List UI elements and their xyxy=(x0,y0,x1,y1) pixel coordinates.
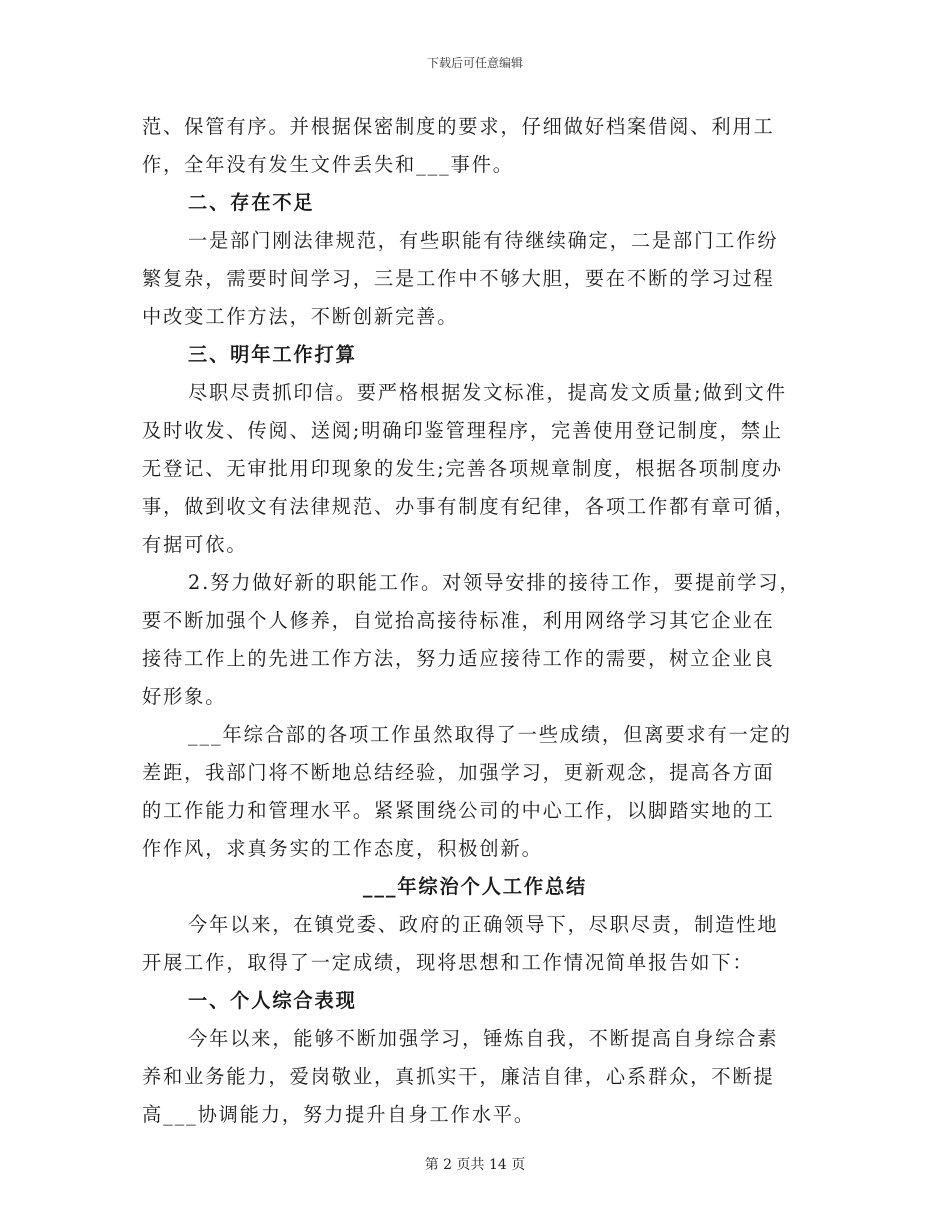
paragraph-line: 养和业务能力，爱岗敬业，真抓实干，廉洁自律，心系群众，不断提 xyxy=(142,1065,775,1088)
section-heading: 二、存在不足 xyxy=(188,191,315,214)
header-note: 下载后可任意编辑 xyxy=(426,56,523,70)
section-heading: 三、明年工作打算 xyxy=(188,343,357,366)
paragraph-line: 尽职尽责抓印信。要严格根据发文标准，提高发文质量;做到文件 xyxy=(188,381,787,404)
paragraph-line: 今年以来，能够不断加强学习，锤炼自我，不断提高自身综合素 xyxy=(188,1027,779,1050)
paragraph-line: 接待工作上的先进工作方法，努力适应接待工作的需要，树立企业良 xyxy=(142,647,775,670)
paragraph-line: 高___协调能力，努力提升自身工作水平。 xyxy=(142,1103,535,1126)
paragraph-line: 作，全年没有发生文件丢失和___事件。 xyxy=(142,153,514,176)
paragraph-line: 及时收发、传阅、送阅;明确印鉴管理程序，完善使用登记制度，禁止 xyxy=(142,419,783,442)
page-number: 第 2 页共 14 页 xyxy=(424,1157,526,1173)
paragraph-line: 2.努力做好新的职能工作。对领导安排的接待工作，要提前学习， xyxy=(188,571,801,594)
paragraph-line: 中改变工作方法，不断创新完善。 xyxy=(142,305,459,328)
section-heading: 一、个人综合表现 xyxy=(188,989,357,1012)
paragraph-line: 有据可依。 xyxy=(142,533,248,556)
paragraph-line: 范、保管有序。并根据保密制度的要求，仔细做好档案借阅、利用工 xyxy=(142,115,775,138)
paragraph-line: 一是部门刚法律规范，有些职能有待继续确定，二是部门工作纷 xyxy=(188,229,779,252)
paragraph-line: 作作风，求真务实的工作态度，积极创新。 xyxy=(142,837,543,860)
paragraph-line: 好形象。 xyxy=(142,685,227,708)
document-title: ___年综治个人工作总结 xyxy=(362,875,588,898)
paragraph-line: 差距，我部门将不断地总结经验，加强学习，更新观念，提高各方面 xyxy=(142,761,775,784)
document-body xyxy=(142,108,808,1134)
paragraph-line: 事，做到收文有法律规范、办事有制度有纪律，各项工作都有章可循， xyxy=(142,495,796,518)
paragraph-line: 开展工作，取得了一定成绩，现将思想和工作情况简单报告如下： xyxy=(142,951,754,974)
paragraph-line: 的工作能力和管理水平。紧紧围绕公司的中心工作，以脚踏实地的工 xyxy=(142,799,775,822)
paragraph-line: ___年综合部的各项工作虽然取得了一些成绩，但离要求有一定的 xyxy=(188,723,792,746)
paragraph-line: 要不断加强个人修养，自觉抬高接待标准，利用网络学习其它企业在 xyxy=(142,609,775,632)
paragraph-line: 繁复杂，需要时间学习，三是工作中不够大胆，要在不断的学习过程 xyxy=(142,267,775,290)
paragraph-line: 今年以来，在镇党委、政府的正确领导下，尽职尽责，制造性地 xyxy=(188,913,779,936)
paragraph-line: 无登记、无审批用印现象的发生;完善各项规章制度，根据各项制度办 xyxy=(142,457,783,480)
